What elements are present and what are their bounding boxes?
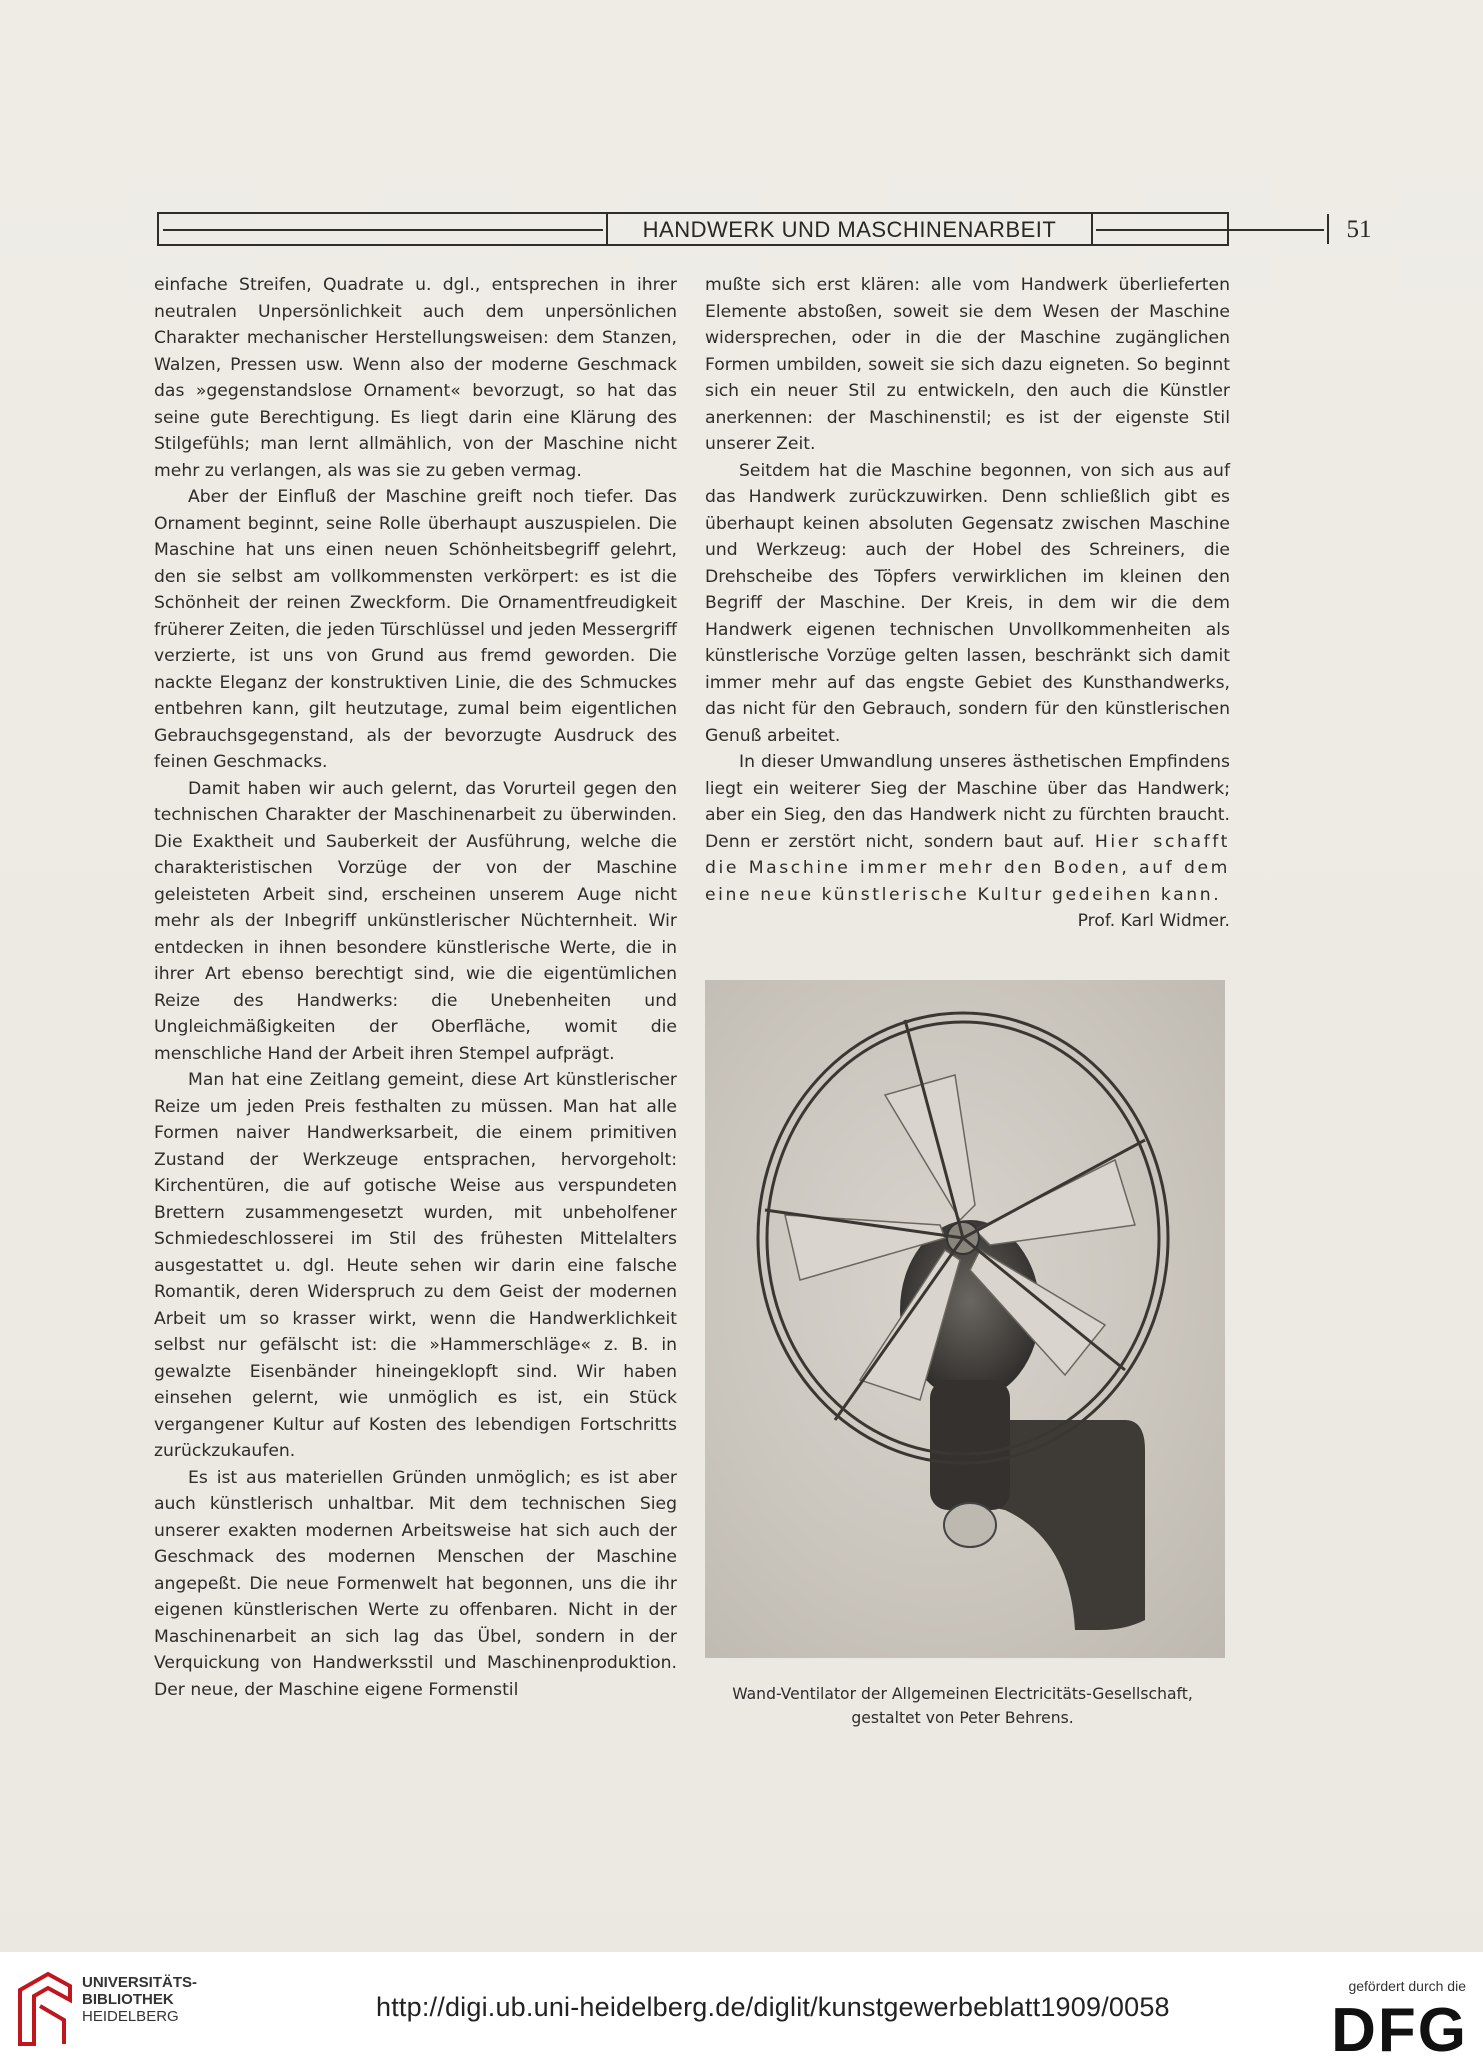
running-header bbox=[157, 212, 1372, 246]
author: Prof. Karl Widmer. bbox=[1077, 911, 1230, 931]
paragraph: Damit haben wir auch gelernt, das Vorurteil gegen den technischen Charakter der Maschinenarbeit zu überwinden. Die Exaktheit und Sauberkeit der Ausführung, welche die charakteristischen Vorzüge der von der Maschine geleisteten Arbeit sind, erscheinen unserem Auge nicht mehr als der Inbegriff unkünstlerischer Nüchternheit. Wir entdecken in ihnen besondere künstlerische Werte, die in ihrer Art ebenso berechtigt sind, wie die eigentümlichen Reize des Handwerks: die Unebenheiten und Ungleichmäßigkeiten der Oberfläche, womit die menschliche Hand der Arbeit ihren Stempel aufprägt. bbox=[154, 778, 677, 1064]
right-text-column bbox=[705, 272, 1230, 935]
emphasized-text: Hier schafft die Maschine immer mehr den Boden, auf dem eine neue künstlerische Kultur gedeihen kann. bbox=[705, 831, 1230, 905]
funding-note: gefördert durch die bbox=[1348, 1978, 1466, 1994]
signature-line bbox=[705, 908, 1230, 935]
fan-photograph bbox=[705, 980, 1225, 1658]
library-name-line: UNIVERSITÄTS- bbox=[82, 1974, 198, 1991]
page-number: 51 bbox=[1346, 216, 1372, 243]
motor-neck bbox=[930, 1380, 1010, 1510]
header-rule-right bbox=[1096, 229, 1324, 231]
left-text-column bbox=[154, 272, 677, 1703]
paragraph: Aber der Einfluß der Maschine greift noch tiefer. Das Ornament beginnt, seine Rolle überhaupt auszuspielen. Die Maschine hat uns einen neuen Schönheitsbegriff gelehrt, den sie selbst am vollkommensten verkörpert: es ist die Schönheit der reinen Zweckform. Die Ornamentfreudigkeit früherer Zeiten, die jeden Türschlüssel und jeden Messergriff verzierte, ist uns von Grund aus fremd geworden. Die nackte Eleganz der konstruktiven Linie, die des Schmuckes entbehren kann, gilt heutzutage, zumal beim eigentlichen Gebrauchsgegenstand, als der bevorzugte Ausdruck des feinen Geschmacks. bbox=[154, 487, 677, 772]
paragraph: Es ist aus materiellen Gründen unmöglich; es ist aber auch künstlerisch unhaltbar. Mit dem technischen Sieg unserer exakten modernen Arbeitsweise hat sich auch der Geschmack des modernen Menschen der Maschine angepeßt. Die neue Formenwelt hat begonnen, uns die ihr eigenen künstlerischen Werte zu offenbaren. Nicht in der Maschinenarbeit an sich lag das Übel, sondern in der Verquickung von Handwerksstil und Maschinenproduktion. Der neue, der Maschine eigene Formenstil bbox=[154, 1467, 677, 1700]
paragraph: Man hat eine Zeitlang gemeint, diese Art künstlerischer Reize um jeden Preis festhalten zu müssen. Man hat alle Formen naiver Handwerksarbeit, die einem primitiven Zustand der Werkzeuge entsprachen, hervorgeholt: Kirchentüren, die auf gotische Weise aus verspundeten Brettern zusammengesetzt wurden, mit unbeholfener Schmiedeschlosserei im Stil des frühesten Mittelalters ausgestattet u. dgl. Heute sehen wir darin eine falsche Romantik, deren Widerspruch zu dem Geist der modernen Arbeit um so krasser wirkt, wenn die Handwerklichkeit selbst nur gefälscht ist: die »Hammerschläge« z. B. in gewalzte Eisenbänder hineingeklopft sind. Wir haben einsehen gelernt, wie unmöglich es ist, ein Stück vergangener Kultur auf Kosten des lebendigen Fortschritts zurückzukaufen. bbox=[154, 1070, 677, 1461]
paragraph-text: In dieser Umwandlung unseres ästhetischen Empfindens liegt ein weiterer Sieg der Maschine über das Handwerk; aber ein Sieg, den das Handwerk nicht zu fürchten braucht. Denn er zerstört nicht, sondern baut auf. bbox=[705, 752, 1230, 852]
wall-fan-illustration bbox=[705, 980, 1225, 1658]
digitization-footer bbox=[0, 1952, 1483, 2069]
header-divider bbox=[606, 214, 608, 244]
library-name-line: BIBLIOTHEK bbox=[82, 1991, 174, 2008]
header-rule-left bbox=[163, 229, 603, 231]
caption-line: Wand-Ventilator der Allgemeinen Electricitäts-Gesellschaft, bbox=[732, 1685, 1193, 1703]
paragraph bbox=[705, 749, 1230, 908]
header-divider bbox=[1091, 214, 1093, 244]
dfg-logo: DFG bbox=[1331, 1996, 1468, 2065]
caption-line: gestaltet von Peter Behrens. bbox=[851, 1709, 1074, 1727]
header-divider bbox=[1327, 214, 1329, 244]
library-name-line: HEIDELBERG bbox=[82, 2008, 179, 2025]
paragraph: Seitdem hat die Maschine begonnen, von sich aus auf das Handwerk zurückzuwirken. Denn schließlich gibt es überhaupt keinen absoluten Gegensatz zwischen Maschine und Werkzeug: auch der Hobel des Schreiners, die Drehscheibe des Töpfers verwirklichen im kleinen den Begriff der Maschine. Der Kreis, in dem wir die dem Handwerk eigenen technischen Unvollkommenheiten als künstlerische Vorzüge gelten lassen, beschränkt sich damit immer mehr auf das engste Gebiet des Kunsthandwerks, das nicht für den Gebrauch, sondern für den künstlerischen Genuß arbeitet. bbox=[705, 460, 1230, 746]
figure-caption bbox=[680, 1682, 1245, 1730]
library-logo-icon bbox=[14, 1970, 74, 2050]
paragraph: einfache Streifen, Quadrate u. dgl., entsprechen in ihrer neutralen Unpersönlichkeit auch dem unpersönlichen Charakter mechanischer Herstellungsweisen: dem Stanzen, Walzen, Pressen usw. Wenn also der moderne Geschmack das »gegenstandslose Ornament« bevorzugt, so hat das seine gute Berechtigung. Es liegt darin eine Klärung des Stilgefühls; man lernt allmählich, von der Maschine nicht mehr zu verlangen, als was sie zu geben vermag. bbox=[154, 275, 677, 481]
source-url[interactable]: http://digi.ub.uni-heidelberg.de/diglit/kunstgewerbeblatt1909/0058 bbox=[376, 1992, 1170, 2022]
running-title: HANDWERK UND MASCHINENARBEIT bbox=[642, 217, 1057, 242]
lamp-socket bbox=[944, 1503, 996, 1547]
paragraph: mußte sich erst klären: alle vom Handwerk überlieferten Elemente abstoßen, soweit sie dem Wesen der Maschine widersprechen, oder in die der Maschine zugänglichen Formen umbilden, soweit sie sich dazu eigneten. So beginnt sich ein neuer Stil zu entwickeln, den auch die Künstler anerkennen: der Maschinenstil; es ist der eigenste Stil unserer Zeit. bbox=[705, 275, 1230, 454]
library-name bbox=[82, 1974, 197, 2025]
